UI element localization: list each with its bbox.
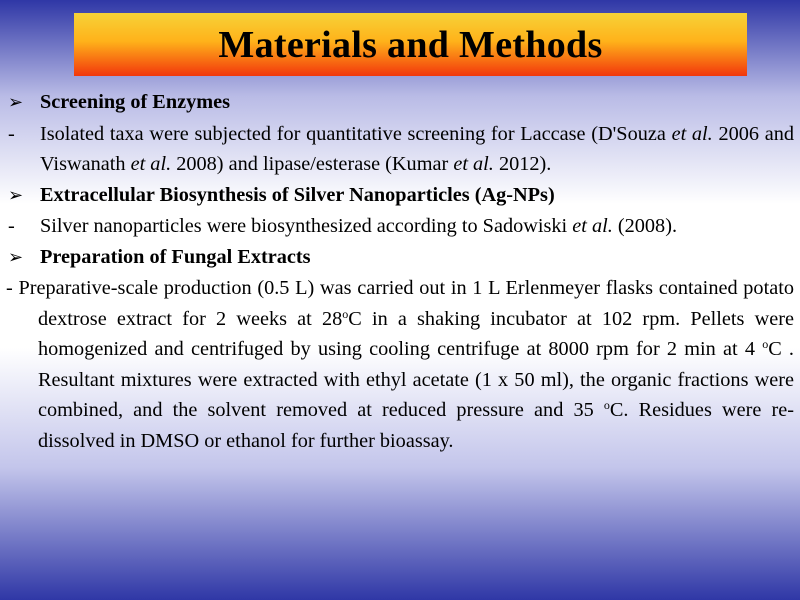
paragraph-text: Isolated taxa were subjected for quantitative screening for Laccase (D'Souza et al. 2006 and Viswanath et al. 2008) and lipase/esterase (Kumar et al. 2012). — [40, 122, 794, 175]
list-item — [6, 119, 794, 180]
list-item — [6, 211, 794, 242]
paragraph-text: Silver nanoparticles were biosynthesized according to Sadowiski et al. (2008). — [40, 215, 678, 237]
slide-body — [6, 87, 794, 456]
title-banner — [74, 13, 747, 76]
section-heading — [6, 87, 794, 119]
paragraph-text: - Preparative-scale production (0.5 L) was carried out in 1 L Erlenmeyer flasks contained potato dextrose extract for 2 weeks at 28$^o$C in a shaking incubator at 102 rpm. Pellets were homogenized and centrifuged by using cooling centrifuge at 8000 rpm for 2 min at 4 $^o$C . Resultant mixtures were extracted with ethyl acetate (1 x 50 ml), the organic fractions were combined, and the solvent removed at reduced pressure and 35 $^o$C. Residues were re-dissolved in DMSO or ethanol for further bioassay. — [6, 277, 795, 452]
section-heading-text: Extracellular Biosynthesis of Silver Nanoparticles (Ag-NPs) — [40, 183, 555, 206]
slide-title: Materials and Methods — [218, 23, 603, 66]
section-heading — [6, 180, 794, 212]
section-heading — [6, 242, 794, 274]
section-heading-text: Screening of Enzymes — [40, 91, 231, 113]
dash-marker: - — [8, 215, 15, 237]
arrowhead-bullet-icon: ➢ — [8, 246, 24, 268]
arrowhead-bullet-icon: ➢ — [8, 92, 24, 113]
arrowhead-bullet-icon: ➢ — [8, 184, 24, 206]
dash-marker: - — [8, 122, 15, 145]
section-heading-text: Preparation of Fungal Extracts — [40, 245, 311, 268]
